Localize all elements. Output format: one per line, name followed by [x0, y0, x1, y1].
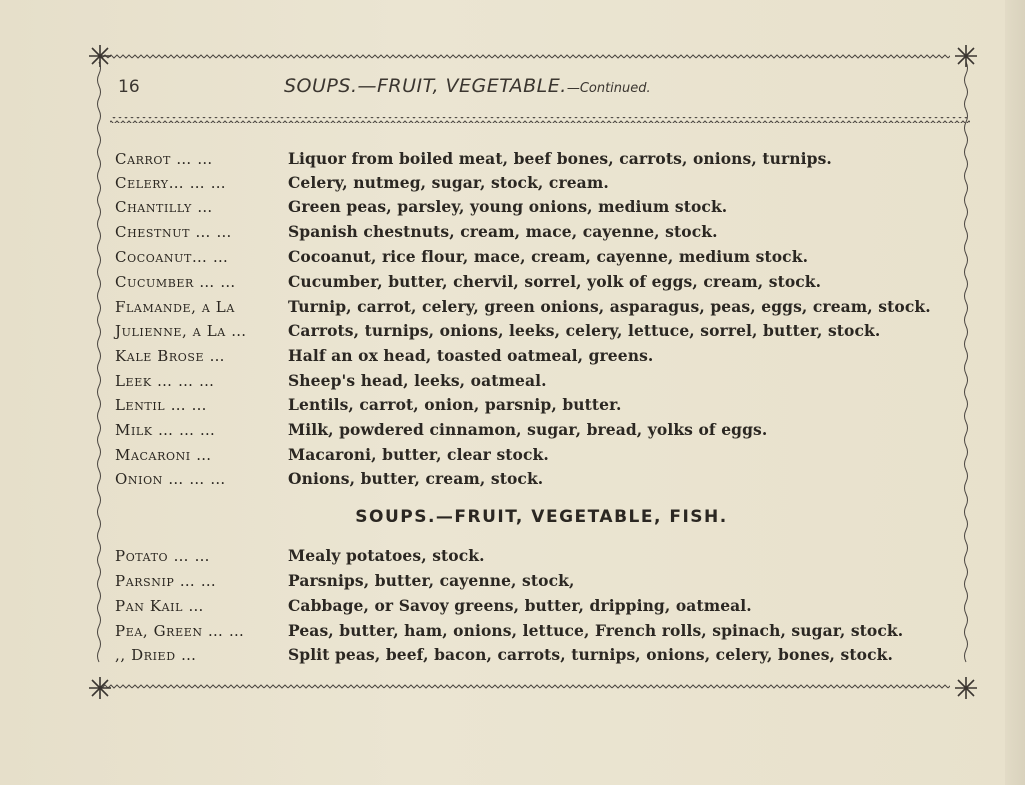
- soup-ingredients: Cabbage, or Savoy greens, butter, dripping, oatmeal.: [288, 596, 752, 615]
- soup-ingredients: Peas, butter, ham, onions, lettuce, French rolls, spinach, sugar, stock.: [288, 621, 904, 640]
- soup-ingredients: Cocoanut, rice flour, mace, cream, cayenne, medium stock.: [288, 247, 809, 266]
- soup-ingredients: Split peas, beef, bacon, carrots, turnips, onions, celery, bones, stock.: [288, 645, 893, 664]
- soup-name: Pan Kail …: [115, 597, 204, 615]
- soup-name: Onion … … …: [115, 470, 226, 488]
- corner-ornament-top-right: [955, 45, 977, 67]
- soup-ingredients: Cucumber, butter, chervil, sorrel, yolk of eggs, cream, stock.: [288, 272, 822, 291]
- list-item: [0, 419, 1025, 441]
- soup-ingredients: Liquor from boiled meat, beef bones, carrots, onions, turnips.: [288, 149, 832, 168]
- list-item: [0, 644, 1025, 666]
- soup-ingredients: Celery, nutmeg, sugar, stock, cream.: [288, 173, 609, 192]
- running-head-continued: —Continued.: [566, 81, 651, 96]
- soup-name: Cucumber … …: [115, 273, 236, 291]
- soup-name: Pea, Green … …: [115, 622, 245, 640]
- soup-name: Celery… … …: [115, 174, 227, 192]
- list-item: [0, 196, 1025, 218]
- list-item: [0, 148, 1025, 170]
- soup-name: Chestnut … …: [115, 223, 232, 241]
- soup-name: Leek … … …: [115, 372, 215, 390]
- list-item: [0, 370, 1025, 392]
- soup-name: Chantilly …: [115, 198, 213, 216]
- running-head-title: SOUPS.—FRUIT, VEGETABLE.: [284, 75, 567, 97]
- soup-ingredients: Green peas, parsley, young onions, medium stock.: [288, 197, 728, 216]
- soup-name: Parsnip … …: [115, 572, 217, 590]
- soup-ingredients: Carrots, turnips, onions, leeks, celery, lettuce, sorrel, butter, stock.: [288, 321, 881, 340]
- list-item: [0, 221, 1025, 243]
- bottom-zigzag-rule: [100, 684, 950, 690]
- soup-name: Cocoanut… …: [115, 248, 229, 266]
- soup-ingredients: Turnip, carrot, celery, green onions, asparagus, peas, eggs, cream, stock.: [288, 297, 931, 316]
- list-item: [0, 345, 1025, 367]
- soup-name: Flamande, a La: [115, 298, 235, 316]
- soup-ingredients: Sheep's head, leeks, oatmeal.: [288, 371, 547, 390]
- soup-name: Milk … … …: [115, 421, 216, 439]
- page-number: 16: [118, 77, 140, 97]
- corner-ornament-bottom-right: [955, 677, 977, 699]
- section-heading: SOUPS.—FRUIT, VEGETABLE, FISH.: [355, 507, 728, 527]
- soup-ingredients: Milk, powdered cinnamon, sugar, bread, yolks of eggs.: [288, 420, 768, 439]
- soup-ingredients: Half an ox head, toasted oatmeal, greens.: [288, 346, 654, 365]
- corner-ornament-bottom-left: [89, 677, 111, 699]
- soup-ingredients: Mealy potatoes, stock.: [288, 546, 485, 565]
- list-item: [0, 172, 1025, 194]
- soup-ingredients: Spanish chestnuts, cream, mace, cayenne, stock.: [288, 222, 718, 241]
- list-item: [0, 394, 1025, 416]
- soup-ingredients: Parsnips, butter, cayenne, stock,: [288, 571, 575, 590]
- soup-name: Lentil … …: [115, 396, 208, 414]
- list-item: [0, 246, 1025, 268]
- list-item: [0, 271, 1025, 293]
- page-header: [0, 77, 1025, 105]
- header-zigzag-rule: [110, 117, 970, 123]
- list-item: [0, 444, 1025, 466]
- soup-name: Kale Brose …: [115, 347, 226, 365]
- top-zigzag-rule: [100, 53, 950, 59]
- running-head: [284, 75, 651, 97]
- list-item: [0, 320, 1025, 342]
- list-item: [0, 468, 1025, 490]
- corner-ornament-top-left: [89, 45, 111, 67]
- list-item: [0, 545, 1025, 567]
- soup-name: Macaroni …: [115, 446, 212, 464]
- soup-name: Julienne, a La …: [115, 322, 247, 340]
- soup-ingredients: Lentils, carrot, onion, parsnip, butter.: [288, 395, 622, 414]
- soup-ingredients: Macaroni, butter, clear stock.: [288, 445, 549, 464]
- soup-name: Carrot … …: [115, 150, 213, 168]
- list-item: [0, 620, 1025, 642]
- soup-name: ,, Dried …: [115, 646, 197, 664]
- list-item: [0, 296, 1025, 318]
- list-item: [0, 570, 1025, 592]
- list-item: [0, 595, 1025, 617]
- soup-name: Potato … …: [115, 547, 211, 565]
- soup-ingredients: Onions, butter, cream, stock.: [288, 469, 544, 488]
